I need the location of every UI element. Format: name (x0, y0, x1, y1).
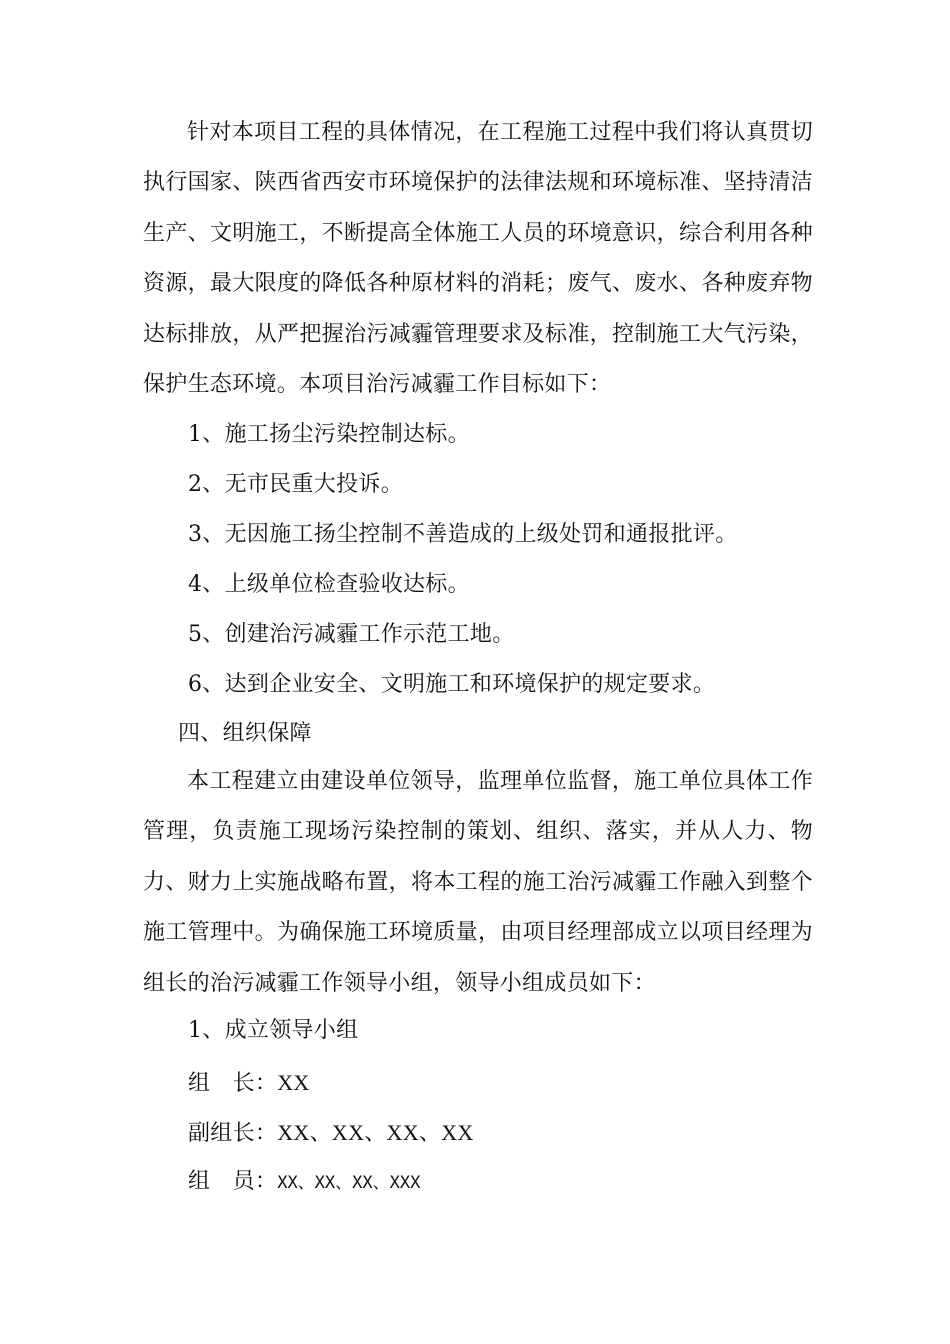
member-value: XX、XX、XX、XXX (277, 1173, 421, 1193)
subheading-leading-group: 1、成立领导小组 (188, 1018, 359, 1043)
goal-item-2: 2、无市民重大投诉。 (188, 472, 403, 497)
deputy-label: 副组长： (188, 1121, 278, 1146)
intro-paragraph: 针对本项目工程的具体情况，在工程施工过程中我们将认真贯切执行国家、陕西省西安市环境保护的法律法规和环境标准、坚持清洁生产、文明施工，不断提高全体施工人员的环境意识，综合利用各种资源，最大限度的降低各种原材料的消耗；废气、废水、各种废弃物达标排放，从严把握治污减霾管理要求及标准，控制施工大气污染，保护生态环境。本项目治污减霾工作目标如下： (143, 120, 813, 398)
section-heading: 四、组织保障 (178, 721, 312, 746)
goal-item-3: 3、无因施工扬尘控制不善造成的上级处罚和通报批评。 (188, 522, 738, 547)
member-row (188, 1167, 420, 1198)
deputy-value: XX、XX、XX、XX (277, 1120, 474, 1145)
deputy-row (188, 1118, 474, 1149)
goal-item-4: 4、上级单位检查验收达标。 (188, 572, 470, 597)
goal-item-6: 6、达到企业安全、文明施工和环境保护的规定要求。 (188, 672, 716, 697)
leader-row (188, 1068, 310, 1099)
organization-paragraph: 本工程建立由建设单位领导，监理单位监督，施工单位具体工作管理，负责施工现场污染控制的策划、组织、落实，并从人力、物力、财力上实施战略布置，将本工程的施工治污减霾工作融入到整个施工管理中。为确保施工环境质量，由项目经理部成立以项目经理为组长的治污减霾工作领导小组，领导小组成员如下： (143, 769, 813, 996)
leader-value: XX (277, 1070, 310, 1095)
goal-item-5: 5、创建治污减霾工作示范工地。 (188, 622, 515, 647)
leader-label: 组 长： (188, 1071, 278, 1096)
member-label: 组 员： (188, 1169, 278, 1194)
goal-item-1: 1、施工扬尘污染控制达标。 (188, 422, 470, 447)
